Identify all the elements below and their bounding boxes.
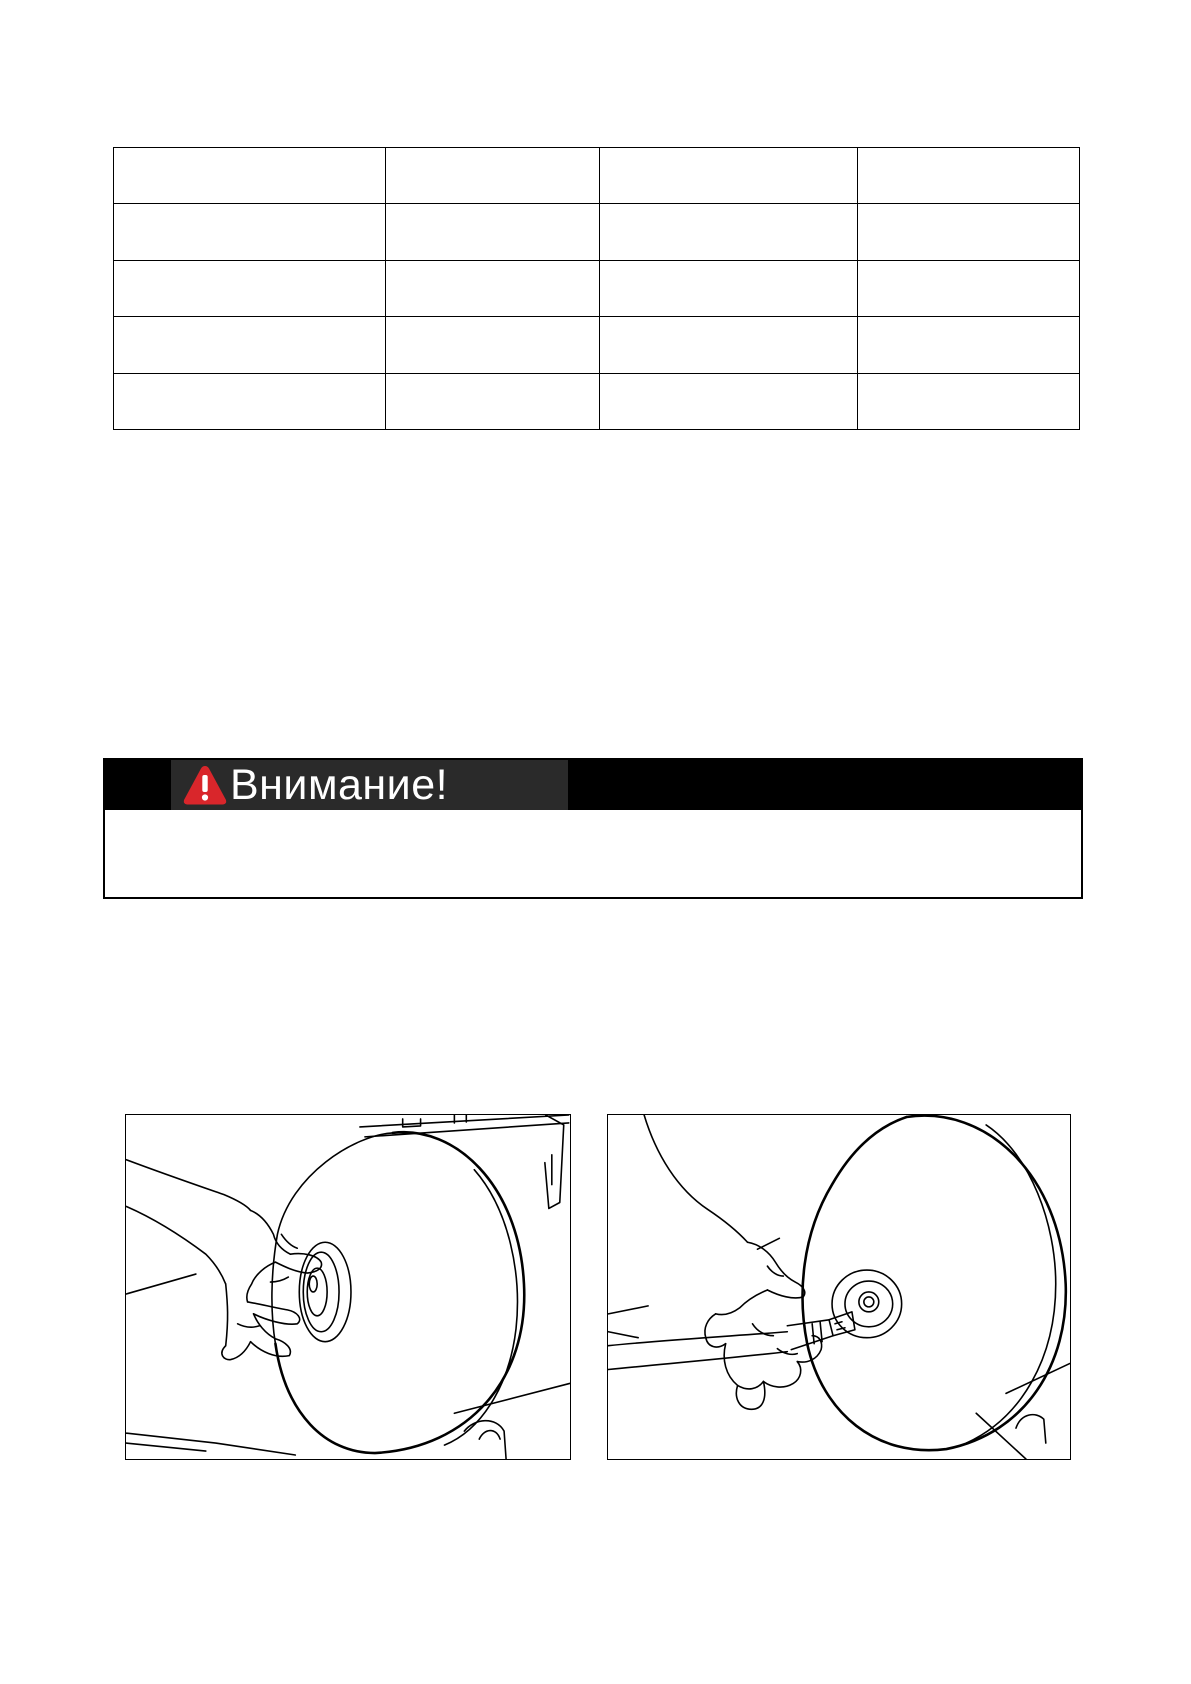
table-cell xyxy=(114,204,386,260)
table-row xyxy=(114,204,1080,260)
table-cell xyxy=(386,148,600,204)
warning-body xyxy=(105,810,1081,897)
table-cell xyxy=(600,204,858,260)
table-cell xyxy=(600,317,858,373)
warning-header-bar xyxy=(105,760,1081,810)
table-row xyxy=(114,260,1080,316)
warning-label xyxy=(171,760,568,810)
warning-title: Внимание! xyxy=(230,761,449,809)
table-cell xyxy=(114,148,386,204)
table-row xyxy=(114,373,1080,429)
table-cell xyxy=(386,260,600,316)
table-cell xyxy=(858,260,1080,316)
table-cell xyxy=(858,317,1080,373)
hand-removing-wheel-flange-drawing xyxy=(126,1115,570,1459)
table-row xyxy=(114,148,1080,204)
warning-box xyxy=(103,758,1083,899)
table-row xyxy=(114,317,1080,373)
illustration-tighten-nut xyxy=(607,1114,1071,1460)
illustration-remove-flange xyxy=(125,1114,571,1460)
table-cell xyxy=(114,317,386,373)
table-cell xyxy=(114,373,386,429)
table-cell xyxy=(858,204,1080,260)
table-cell xyxy=(858,373,1080,429)
table-cell xyxy=(114,260,386,316)
table-cell xyxy=(600,148,858,204)
hand-tightening-wheel-nut-drawing xyxy=(608,1115,1070,1459)
warning-triangle-icon xyxy=(182,763,228,807)
table-cell xyxy=(386,204,600,260)
specs-table xyxy=(113,147,1080,430)
table-cell xyxy=(386,317,600,373)
table-cell xyxy=(600,373,858,429)
table-cell xyxy=(858,148,1080,204)
table-cell xyxy=(386,373,600,429)
table-cell xyxy=(600,260,858,316)
